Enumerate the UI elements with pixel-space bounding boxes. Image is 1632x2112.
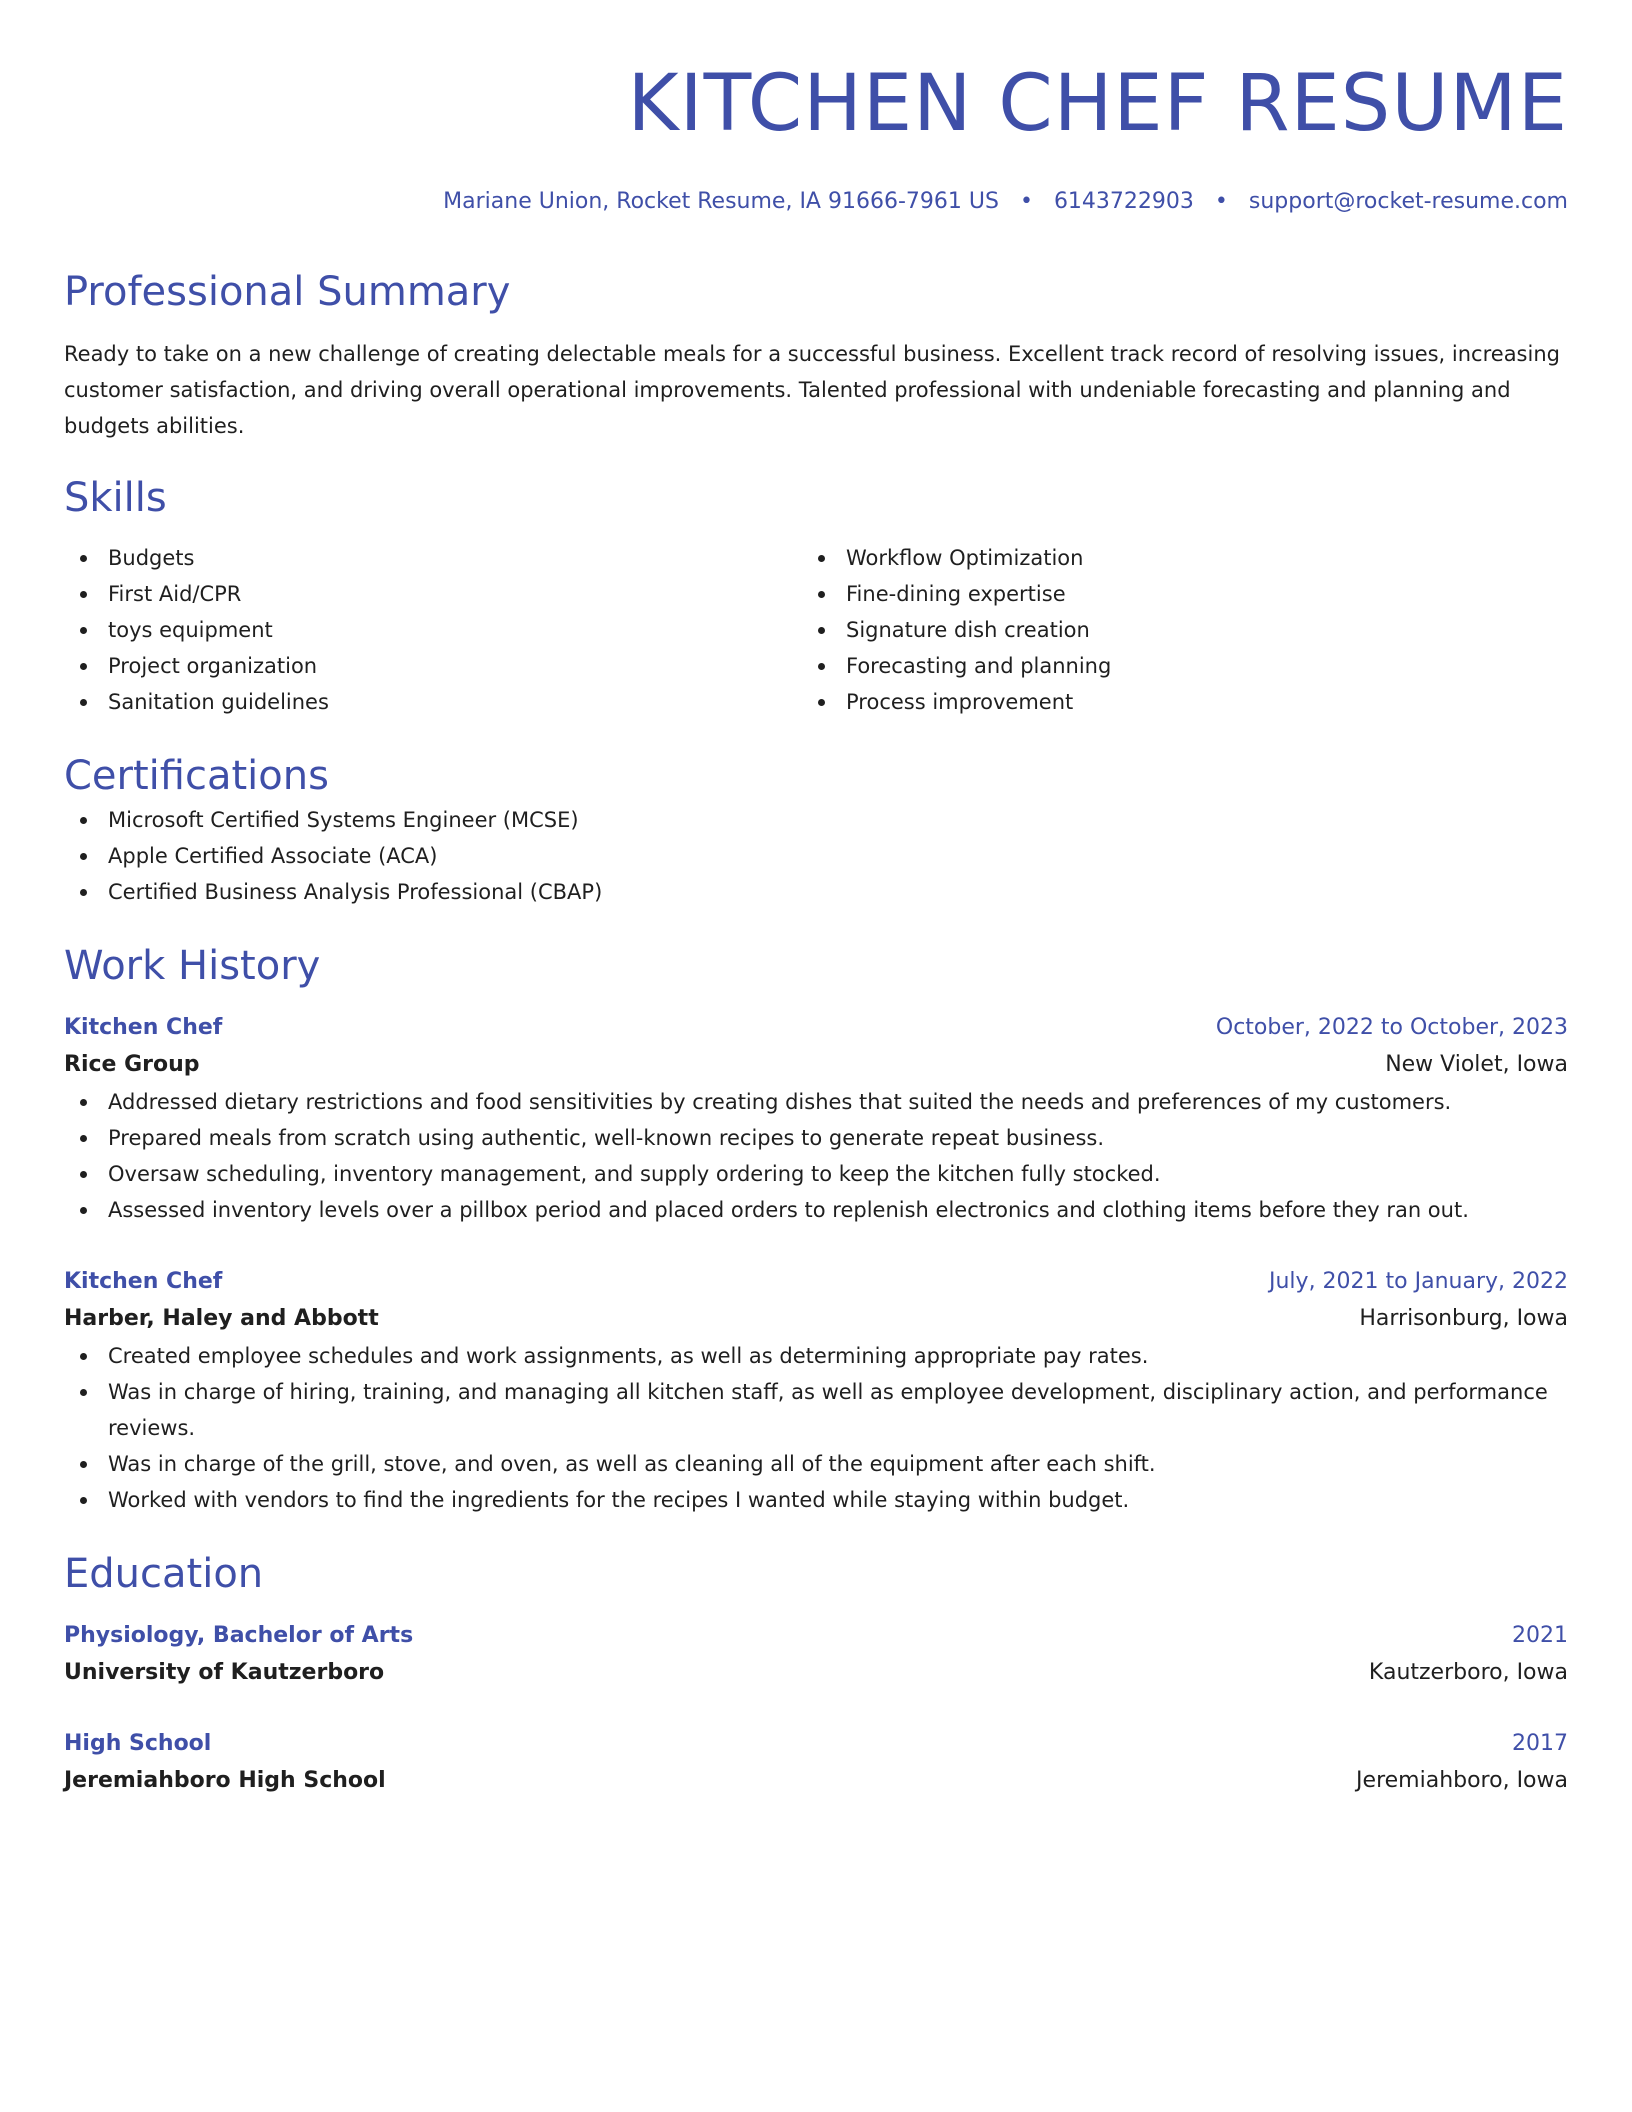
skill-item: Forecasting and planning [802,648,1540,684]
job-duty-item: Was in charge of the grill, stove, and oven, as well as cleaning all of the equipment after each shift. [64,1446,1568,1482]
job-location: New Violet, Iowa [1385,1052,1568,1077]
certification-item: Certified Business Analysis Professional (CBAP) [64,874,1568,910]
skills-grid [64,540,1568,720]
education-degree: High School [64,1731,212,1756]
skill-item: Signature dish creation [802,612,1540,648]
education-year: 2017 [1512,1731,1568,1756]
certification-item: Microsoft Certified Systems Engineer (MCSE) [64,802,1568,838]
job-duty-item: Addressed dietary restrictions and food sensitivities by creating dishes that suited the needs and preferences of my customers. [64,1084,1568,1120]
certifications-list [64,802,1568,910]
skills-column-left [64,540,802,720]
job-role: Kitchen Chef [64,1015,223,1040]
skill-item: Workflow Optimization [802,540,1540,576]
skill-item: Budgets [64,540,802,576]
job-duties [64,1338,1568,1518]
contact-phone: 6143722903 [1053,189,1194,214]
job-company: Rice Group [64,1052,200,1077]
job-duty-item: Created employee schedules and work assignments, as well as determining appropriate pay rates. [64,1338,1568,1374]
contact-email: support@rocket-resume.com [1248,189,1568,214]
job-duty-item: Worked with vendors to find the ingredients for the recipes I wanted while staying within budget. [64,1482,1568,1518]
skills-heading: Skills [64,475,167,521]
education-location: Jeremiahboro, Iowa [1356,1768,1568,1793]
skill-item: First Aid/CPR [64,576,802,612]
skill-item: toys equipment [64,612,802,648]
skills-column-right [802,540,1540,720]
skill-item: Process improvement [802,684,1540,720]
job-entry [64,1010,1568,1228]
certification-item: Apple Certified Associate (ACA) [64,838,1568,874]
education-degree: Physiology, Bachelor of Arts [64,1623,414,1648]
resume-title: KITCHEN CHEF RESUME [627,59,1568,149]
education-entry [64,1726,1568,1800]
job-duty-item: Oversaw scheduling, inventory management, and supply ordering to keep the kitchen fully stocked. [64,1156,1568,1192]
job-dates: July, 2021 to January, 2022 [1269,1269,1568,1294]
education-location: Kautzerboro, Iowa [1368,1660,1568,1685]
job-entry [64,1264,1568,1518]
contact-separator: • [1019,189,1033,214]
contact-line [64,188,1568,216]
education-heading: Education [64,1551,264,1597]
skill-item: Sanitation guidelines [64,684,802,720]
education-year: 2021 [1512,1623,1568,1648]
education-entry [64,1618,1568,1692]
contact-address: Mariane Union, Rocket Resume, IA 91666-7961 US [443,189,999,214]
certifications-heading: Certifications [64,753,329,799]
job-dates: October, 2022 to October, 2023 [1215,1015,1568,1040]
education-school: University of Kautzerboro [64,1660,385,1685]
summary-text: Ready to take on a new challenge of creating delectable meals for a successful business. Excellent track record of resolving issues, increasing customer satisfaction, and driving overall operational improvements. Talented professional with undeniable forecasting and planning and budgets abilities. [64,342,1560,438]
job-duty-item: Was in charge of hiring, training, and managing all kitchen staff, as well as employee development, disciplinary action, and performance reviews. [64,1374,1568,1446]
work-history-heading: Work History [64,943,321,989]
job-duties [64,1084,1568,1228]
job-role: Kitchen Chef [64,1269,223,1294]
education-school: Jeremiahboro High School [64,1768,386,1793]
job-location: Harrisonburg, Iowa [1359,1306,1568,1331]
job-company: Harber, Haley and Abbott [64,1306,379,1331]
summary-heading: Professional Summary [64,269,511,315]
skill-item: Fine-dining expertise [802,576,1540,612]
contact-separator: • [1214,189,1228,214]
job-duty-item: Prepared meals from scratch using authentic, well-known recipes to generate repeat business. [64,1120,1568,1156]
skill-item: Project organization [64,648,802,684]
job-duty-item: Assessed inventory levels over a pillbox period and placed orders to replenish electronics and clothing items before they ran out. [64,1192,1568,1228]
